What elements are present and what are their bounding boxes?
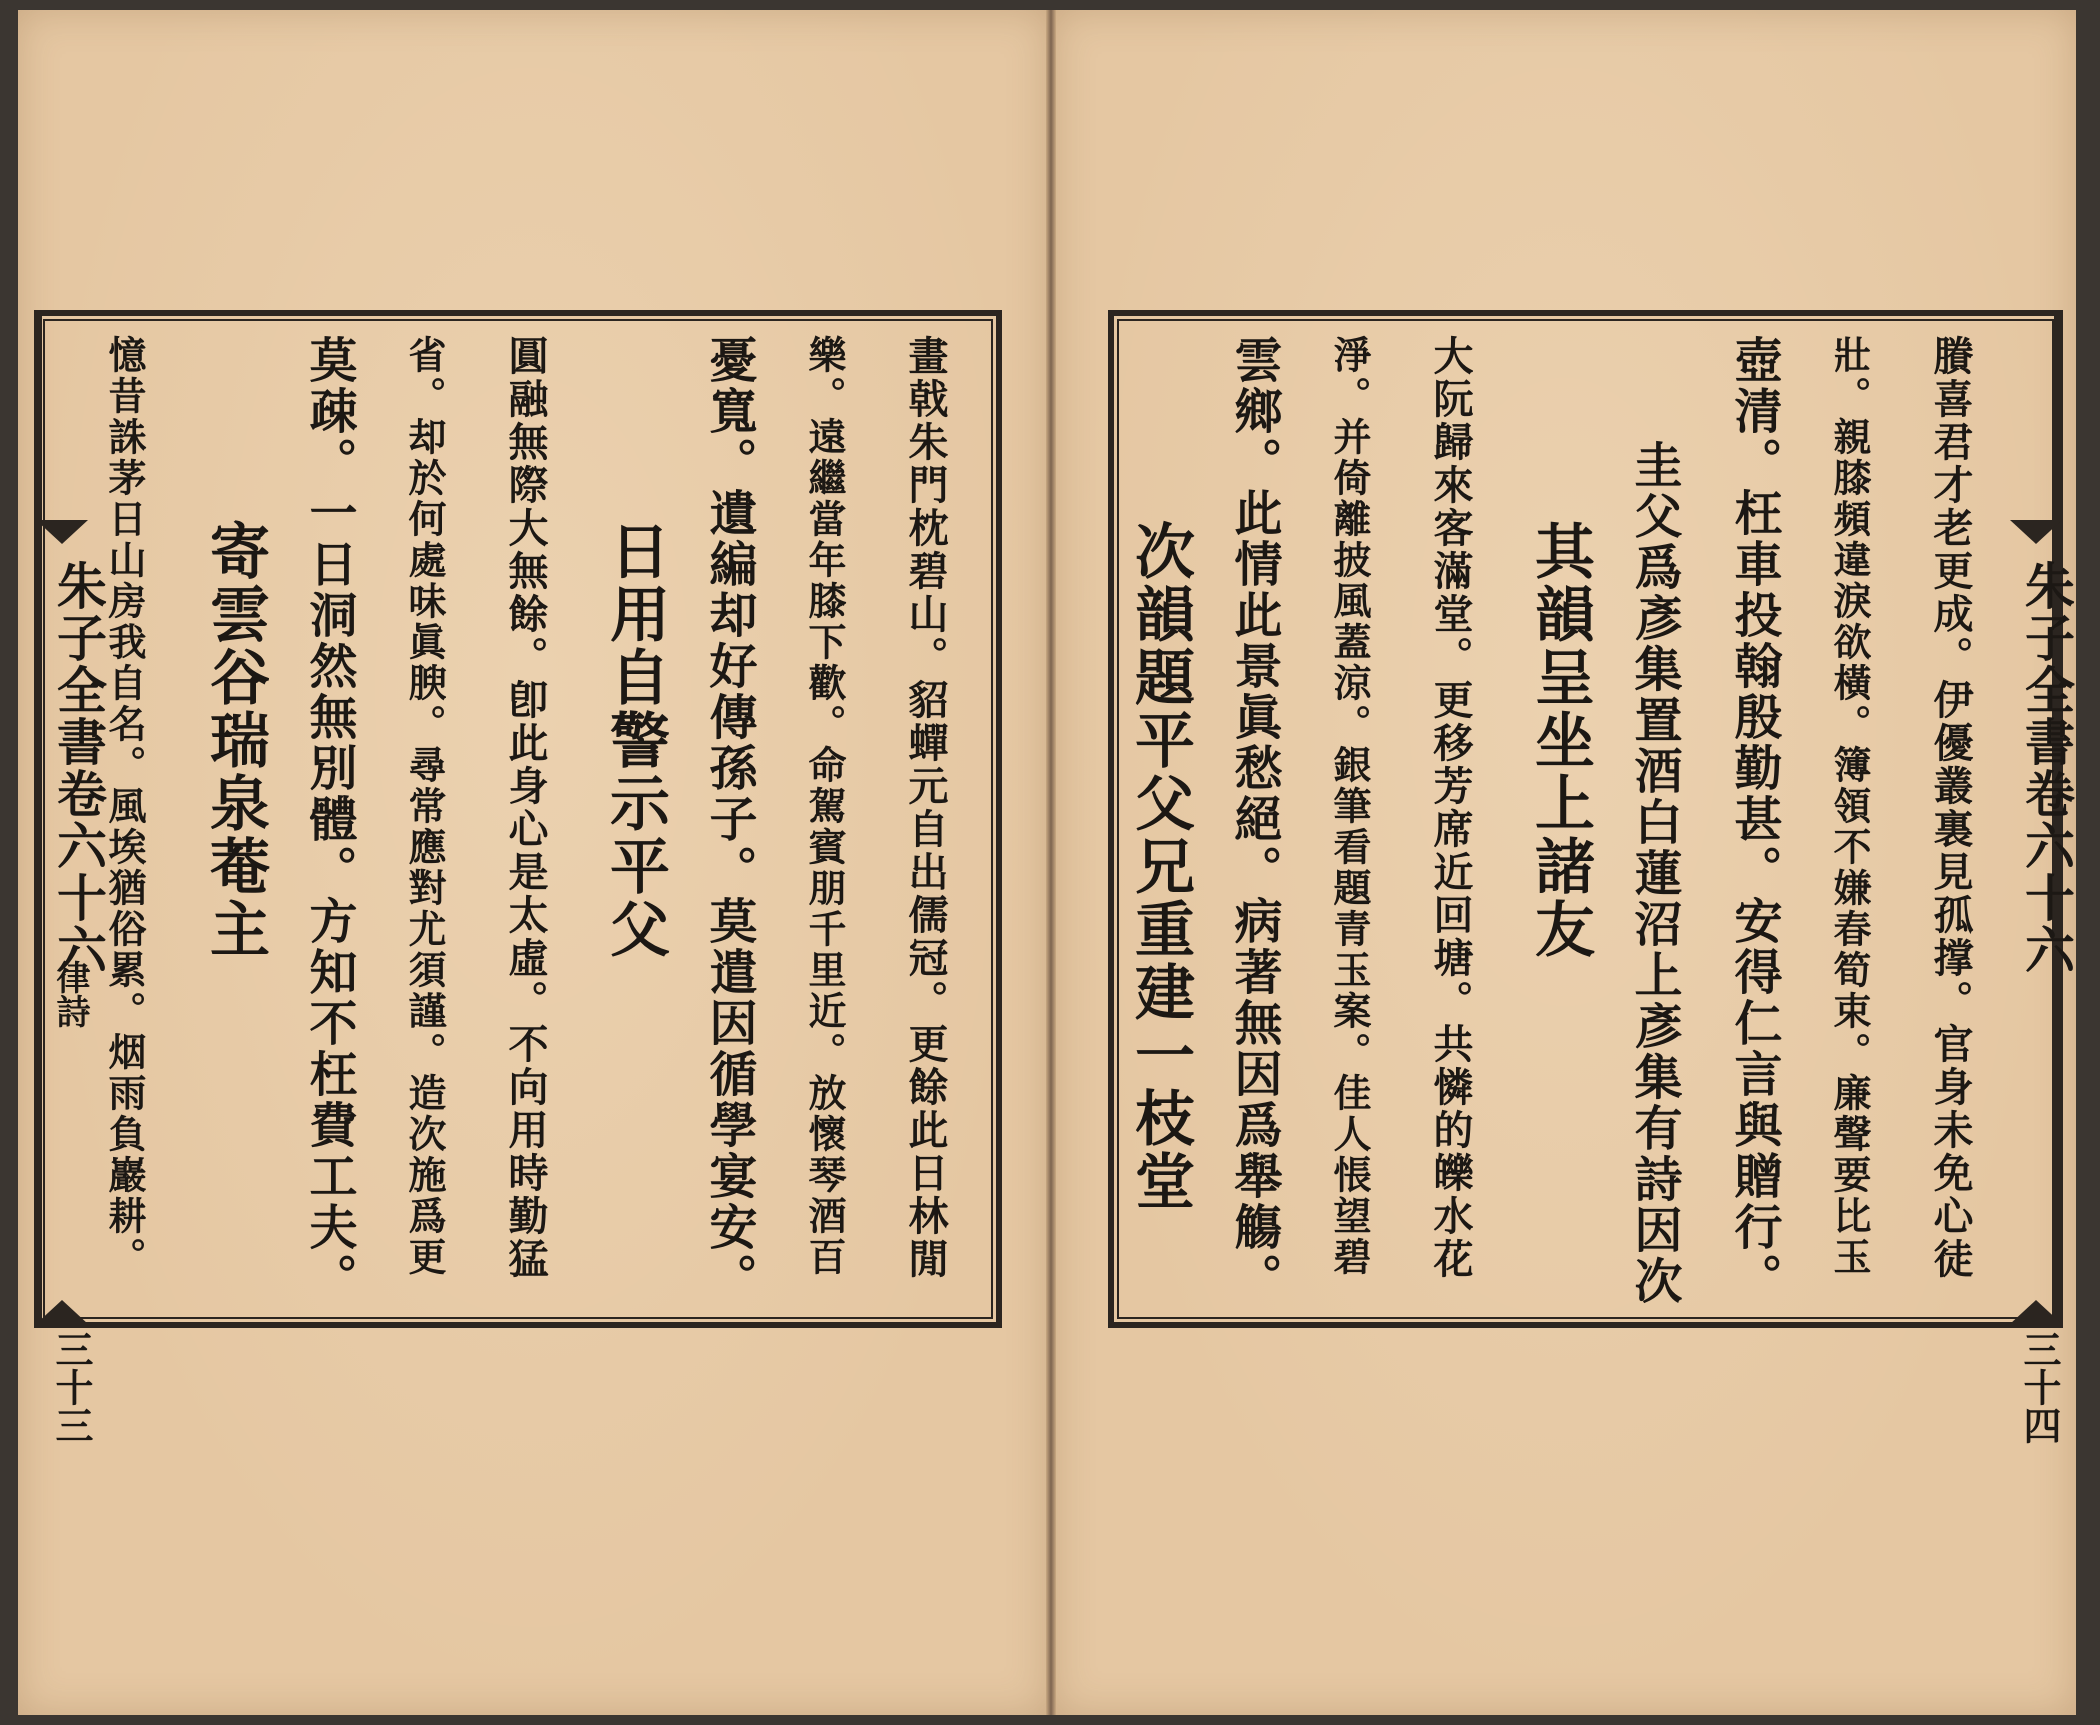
right-page-number: 三十四 [2017,1330,2062,1444]
left-col-6: 省。却於何處味眞腴。尋常應對尤須謹。造次施爲更 [402,335,447,1278]
left-margin-rule [34,310,42,1328]
left-col-4-heading: 日用自警示平父 [600,520,670,961]
left-col-1: 畫戟朱門枕碧山。貂蟬元自出儒冠。更餘此日林閒 [902,335,949,1281]
right-fish-tail-bottom [2010,1300,2062,1324]
left-col-3: 憂寬。遺編却好傳孫子。莫遣因循學宴安。 [701,335,757,1304]
left-fish-tail-bottom [36,1300,88,1324]
left-margin-title: 朱子全書卷六十六 [49,560,108,976]
right-col-3: 壺清。枉車投翰殷勤甚。安得仁言與贈行。 [1726,335,1782,1304]
right-fish-tail-top [2010,520,2062,544]
left-col-5: 圓融無際大無餘。卽此身心是太虛。不向用時勤猛 [502,335,549,1281]
left-page-number: 三十三 [49,1330,94,1444]
left-col-7: 莫疎。一日洞然無別體。方知不枉費工夫。 [301,335,357,1304]
right-col-5-heading: 其韻呈坐上諸友 [1525,520,1595,961]
right-col-1: 賸喜君才老更成。伊優叢裏見孤撑。官身未免心徒 [1927,335,1974,1281]
right-col-2: 壯。親膝頻違淚欲橫。簿領不嫌春筍束。廉聲要比玉 [1827,335,1872,1278]
right-col-9-heading: 次韻題平父兄重建一枝堂 [1125,520,1195,1213]
right-col-6: 大阮歸來客滿堂。更移芳席近回塘。共憐的皪水花 [1427,335,1474,1281]
book-gutter [1046,10,1056,1715]
left-col-2: 樂。遠繼當年膝下歡。命駕賓朋千里近。放懷琴酒百 [802,335,847,1278]
left-col-8-heading: 寄雲谷瑞泉菴主 [200,520,270,961]
left-fish-tail-top [36,520,88,544]
left-col-9: 憶昔誅茅日山房我自名。風埃猶俗累。烟雨負巖耕。 [102,335,147,1278]
right-margin-title: 朱子全書卷六十六 [2017,560,2076,976]
right-col-4-heading: 圭父爲彥集置酒白蓮沼上彥集有詩因次 [1626,440,1682,1307]
right-col-8: 雲鄉。此情此景眞愁絕。病著無因爲舉觴。 [1226,335,1282,1304]
right-col-7: 淨。并倚離披風蓋涼。銀筆看題青玉案。佳人悵望碧 [1327,335,1372,1278]
left-margin-subtitle: 律詩 [50,960,90,1028]
